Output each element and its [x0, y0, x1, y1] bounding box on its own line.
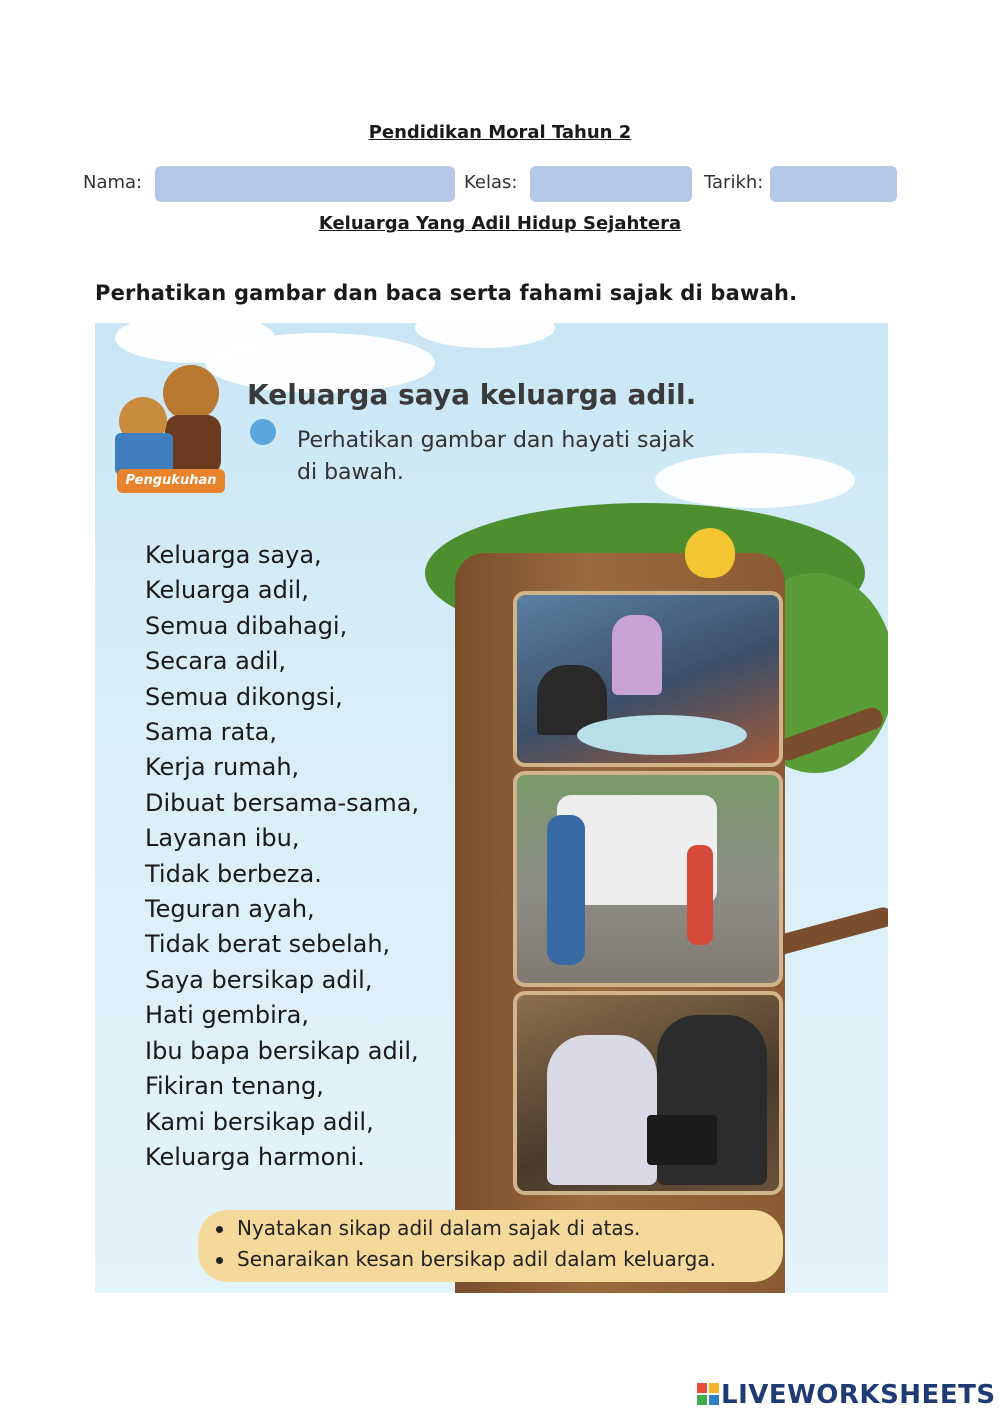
poem-line: Tidak berat sebelah,	[145, 930, 391, 959]
task-band	[198, 1210, 783, 1282]
subject-title: Pendidikan Moral Tahun 2	[368, 122, 632, 143]
bird-icon	[250, 419, 276, 445]
pengukuhan-badge: Pengukuhan	[117, 469, 225, 493]
photo-washing-car	[513, 771, 783, 987]
owl-icon	[685, 528, 735, 578]
liveworksheets-logo-icon	[697, 1382, 719, 1404]
poem-line: Ibu bapa bersikap adil,	[145, 1036, 419, 1065]
poem-line: Dibuat bersama-sama,	[145, 788, 420, 817]
task-text: Nyatakan sikap adil dalam sajak di atas.	[237, 1216, 641, 1240]
poem-line: Fikiran tenang,	[145, 1072, 324, 1101]
task-item	[216, 1216, 640, 1240]
class-field[interactable]	[530, 166, 692, 202]
poem-line: Layanan ibu,	[145, 824, 300, 853]
poem-line: Tidak berbeza.	[145, 859, 322, 888]
lesson-title: Keluarga saya keluarga adil.	[247, 378, 697, 411]
task-text: Senaraikan kesan bersikap adil dalam keluarga.	[237, 1247, 716, 1271]
bear-icon	[165, 415, 221, 475]
poem-line: Teguran ayah,	[145, 895, 315, 924]
poem-line: Keluarga harmoni.	[145, 1142, 365, 1171]
poem-line: Semua dibahagi,	[145, 611, 348, 640]
date-label: Tarikh:	[704, 172, 764, 193]
poem-line: Kami bersikap adil,	[145, 1107, 374, 1136]
class-label: Kelas:	[464, 172, 518, 193]
poem-line: Saya bersikap adil,	[145, 965, 373, 994]
photo-family-dinner	[513, 591, 783, 767]
poem-line: Secara adil,	[145, 647, 287, 676]
liveworksheets-logo[interactable]	[697, 1380, 996, 1410]
lesson-subtitle: Perhatikan gambar dan hayati sajak di bawah.	[297, 428, 695, 485]
poem-line: Sama rata,	[145, 718, 277, 747]
photo-siblings-tablet	[513, 991, 783, 1195]
task-item	[216, 1247, 716, 1271]
name-label: Nama:	[83, 172, 143, 193]
logo-text: LIVEWORKSHEETS	[721, 1380, 996, 1410]
topic-title: Keluarga Yang Adil Hidup Sejahtera	[318, 213, 682, 234]
poem-line: Keluarga adil,	[145, 576, 309, 605]
poem	[145, 538, 419, 1175]
poem-line: Kerja rumah,	[145, 753, 300, 782]
bullet-icon	[216, 1257, 223, 1264]
poem-line: Hati gembira,	[145, 1001, 309, 1030]
bullet-icon	[216, 1226, 223, 1233]
bear-icon	[163, 365, 219, 421]
instruction-text: Perhatikan gambar dan baca serta fahami sajak di bawah.	[95, 281, 798, 305]
date-field[interactable]	[770, 166, 897, 202]
cloud-decoration	[415, 323, 555, 348]
poem-line: Keluarga saya,	[145, 541, 322, 569]
poem-line: Semua dikongsi,	[145, 682, 343, 711]
textbook-panel	[95, 323, 888, 1293]
name-field[interactable]	[155, 166, 455, 202]
